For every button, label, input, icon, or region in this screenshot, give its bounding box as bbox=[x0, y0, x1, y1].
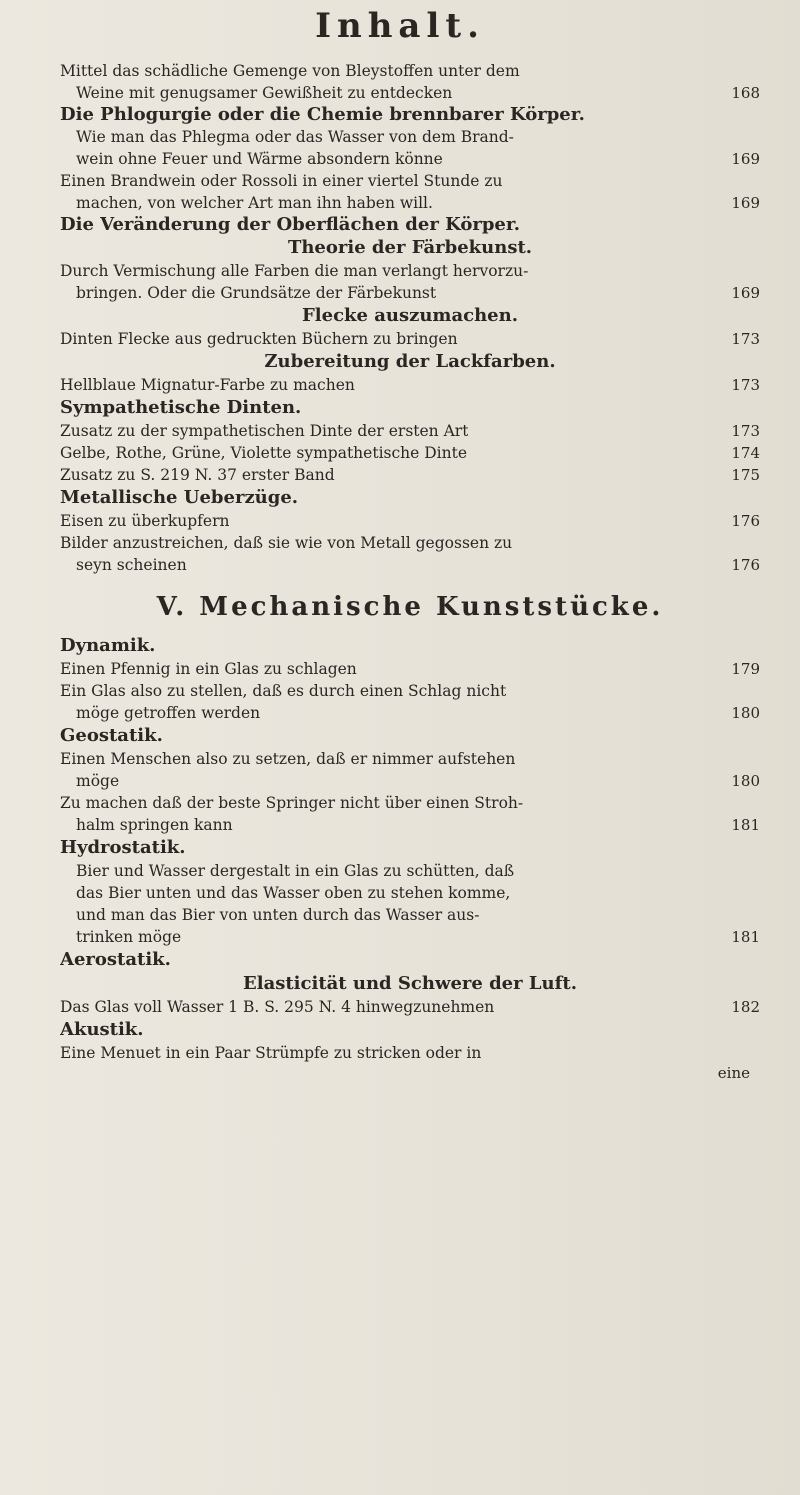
toc-entry-page: 181 bbox=[731, 928, 760, 946]
toc-entry bbox=[60, 904, 760, 926]
toc-entry-page: 173 bbox=[731, 330, 760, 348]
toc-entry bbox=[60, 148, 760, 170]
toc-entry-text: und man das Bier von unten durch das Wasser aus- bbox=[76, 906, 480, 924]
toc-entry-text: Eine Menuet in ein Paar Strümpfe zu stricken oder in bbox=[60, 1044, 482, 1062]
toc-entry bbox=[60, 882, 760, 904]
toc-entry bbox=[60, 972, 760, 996]
toc-entry-text: Elasticität und Schwere der Luft. bbox=[243, 973, 577, 994]
toc-entry-text: Zusatz zu der sympathetischen Dinte der ersten Art bbox=[60, 422, 469, 440]
toc-entry-text: Durch Vermischung alle Farben die man verlangt hervorzu- bbox=[60, 262, 529, 280]
toc-entry bbox=[60, 658, 760, 680]
toc-entry bbox=[60, 282, 760, 304]
toc-entry-page: 182 bbox=[731, 998, 760, 1016]
toc-entry-text: Mittel das schädliche Gemenge von Bleystoffen unter dem bbox=[60, 62, 520, 80]
toc-entry-text: Dinten Flecke aus gedruckten Büchern zu bringen bbox=[60, 330, 458, 348]
toc-entry-text: Flecke auszumachen. bbox=[302, 305, 518, 326]
toc-entry bbox=[60, 532, 760, 554]
toc-entry-text: Aerostatik. bbox=[60, 949, 171, 970]
toc-entry bbox=[60, 680, 760, 702]
toc-entry-text: Das Glas voll Wasser 1 B. S. 295 N. 4 hinwegzunehmen bbox=[60, 998, 495, 1016]
toc-entry-text: wein ohne Feuer und Wärme absondern könne bbox=[76, 150, 443, 168]
toc-entry bbox=[60, 350, 760, 374]
toc-entry-text: Die Phlogurgie oder die Chemie brennbarer Körper. bbox=[60, 104, 585, 125]
toc-entry-text: Dynamik. bbox=[60, 635, 156, 656]
toc-entry-text: möge getroffen werden bbox=[76, 704, 261, 722]
toc-entry bbox=[60, 260, 760, 282]
toc-entry bbox=[60, 634, 760, 658]
toc-entry-text: Hellblaue Mignatur-Farbe zu machen bbox=[60, 376, 355, 394]
toc-entry-page: 173 bbox=[731, 422, 760, 440]
toc-entry-page: 176 bbox=[731, 512, 760, 530]
toc-entry-text: Die Veränderung der Oberflächen der Körper. bbox=[60, 214, 520, 235]
toc-entry-text: Einen Brandwein oder Rossoli in einer viertel Stunde zu bbox=[60, 172, 503, 190]
table-of-contents bbox=[60, 60, 760, 1084]
toc-entry bbox=[60, 748, 760, 770]
toc-entry-text: das Bier unten und das Wasser oben zu stehen komme, bbox=[76, 884, 511, 902]
toc-entry-text: Einen Menschen also zu setzen, daß er nimmer aufstehen bbox=[60, 750, 516, 768]
toc-entry-page: 176 bbox=[731, 556, 760, 574]
toc-entry-page: 173 bbox=[731, 376, 760, 394]
toc-entry bbox=[60, 836, 760, 860]
toc-part-2 bbox=[60, 634, 760, 1064]
toc-entry-text: Bilder anzustreichen, daß sie wie von Metall gegossen zu bbox=[60, 534, 513, 552]
toc-entry-text: Hydrostatik. bbox=[60, 837, 186, 858]
toc-entry-text: Zusatz zu S. 219 N. 37 erster Band bbox=[60, 466, 335, 484]
toc-entry-text: Gelbe, Rothe, Grüne, Violette sympathetische Dinte bbox=[60, 444, 468, 462]
toc-entry-page: 180 bbox=[731, 772, 760, 790]
toc-entry-page: 168 bbox=[731, 84, 760, 102]
toc-entry bbox=[60, 192, 760, 214]
toc-entry-text: Geostatik. bbox=[60, 725, 163, 746]
toc-entry-text: möge bbox=[76, 772, 120, 790]
toc-entry bbox=[60, 770, 760, 792]
toc-entry bbox=[60, 82, 760, 104]
toc-entry bbox=[60, 170, 760, 192]
toc-entry bbox=[60, 104, 760, 126]
toc-entry bbox=[60, 126, 760, 148]
toc-entry bbox=[60, 792, 760, 814]
toc-entry-text: trinken möge bbox=[76, 928, 182, 946]
toc-entry bbox=[60, 926, 760, 948]
toc-entry-text: halm springen kann bbox=[76, 816, 233, 834]
toc-entry-page: 181 bbox=[731, 816, 760, 834]
toc-entry bbox=[60, 510, 760, 532]
toc-part-1 bbox=[60, 60, 760, 576]
toc-entry bbox=[60, 464, 760, 486]
toc-entry-page: 174 bbox=[731, 444, 760, 462]
toc-entry-page: 175 bbox=[731, 466, 760, 484]
toc-entry-text: Zu machen daß der beste Springer nicht über einen Stroh- bbox=[60, 794, 524, 812]
toc-entry-text: Eisen zu überkupfern bbox=[60, 512, 230, 530]
toc-entry-page: 169 bbox=[731, 150, 760, 168]
section-heading: V. Mechanische Kunststücke. bbox=[156, 592, 664, 622]
toc-entry-text: bringen. Oder die Grundsätze der Färbekunst bbox=[76, 284, 437, 302]
toc-entry-text: Bier und Wasser dergestalt in ein Glas zu schütten, daß bbox=[76, 862, 515, 880]
toc-entry bbox=[60, 236, 760, 260]
toc-entry bbox=[60, 374, 760, 396]
toc-entry bbox=[60, 486, 760, 510]
toc-entry bbox=[60, 442, 760, 464]
toc-entry bbox=[60, 214, 760, 236]
toc-entry bbox=[60, 396, 760, 420]
toc-entry bbox=[60, 328, 760, 350]
toc-entry-text: Theorie der Färbekunst. bbox=[287, 237, 533, 258]
toc-entry bbox=[60, 420, 760, 442]
toc-entry-text: Sympathetische Dinten. bbox=[60, 397, 302, 418]
toc-entry-page: 169 bbox=[731, 194, 760, 212]
toc-entry bbox=[60, 60, 760, 82]
toc-entry-text: seyn scheinen bbox=[76, 556, 187, 574]
toc-entry bbox=[60, 1018, 760, 1042]
toc-entry-text: machen, von welcher Art man ihn haben will. bbox=[76, 194, 433, 212]
toc-entry bbox=[60, 702, 760, 724]
toc-entry-text: Ein Glas also zu stellen, daß es durch einen Schlag nicht bbox=[60, 682, 507, 700]
toc-entry-page: 180 bbox=[731, 704, 760, 722]
toc-entry-text: Metallische Ueberzüge. bbox=[60, 487, 299, 508]
catchword: eine bbox=[717, 1064, 750, 1082]
toc-entry bbox=[60, 814, 760, 836]
toc-entry bbox=[60, 948, 760, 972]
toc-entry bbox=[60, 554, 760, 576]
toc-entry-text: Wie man das Phlegma oder das Wasser von dem Brand- bbox=[76, 128, 514, 146]
toc-entry-page: 179 bbox=[731, 660, 760, 678]
toc-entry-text: Zubereitung der Lackfarben. bbox=[264, 351, 556, 372]
page-header: Inhalt. bbox=[315, 6, 485, 46]
toc-entry bbox=[60, 724, 760, 748]
toc-entry bbox=[60, 996, 760, 1018]
toc-entry-text: Weine mit genugsamer Gewißheit zu entdecken bbox=[76, 84, 453, 102]
toc-entry-page: 169 bbox=[731, 284, 760, 302]
toc-entry bbox=[60, 304, 760, 328]
toc-entry-text: Akustik. bbox=[60, 1019, 144, 1040]
toc-entry-text: Einen Pfennig in ein Glas zu schlagen bbox=[60, 660, 357, 678]
toc-entry bbox=[60, 860, 760, 882]
toc-entry bbox=[60, 1042, 760, 1064]
